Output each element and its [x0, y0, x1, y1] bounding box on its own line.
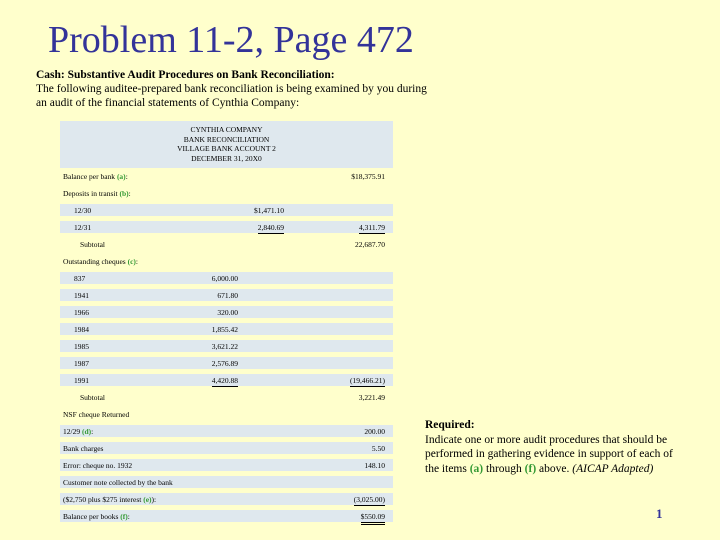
subtotal-label: Subtotal [80, 393, 106, 402]
deposit-date: 12/30 [74, 206, 92, 215]
customer-note-amount: (3,025.00) [353, 495, 385, 504]
cheque-row [60, 357, 393, 369]
deposits-subtotal-row [60, 238, 393, 250]
outstanding-heading-row [60, 255, 393, 267]
bank-charges-label: Bank charges [63, 444, 104, 453]
statement-name: BANK RECONCILIATION [183, 134, 270, 144]
nsf-date: 12/29 [63, 427, 82, 436]
reconciliation-header [60, 121, 393, 168]
balance-per-bank-label: Balance per bank [63, 172, 117, 181]
page-number: 1 [656, 506, 663, 521]
required-text-part: above. [536, 462, 573, 475]
key-f-ref: (f) [524, 462, 537, 475]
problem-subtitle: Cash: Substantive Audit Procedures on Bank Reconciliation: [36, 69, 335, 81]
cheque-amount: 2,576.89 [211, 359, 238, 368]
deposit-amount: 2,840.69 [257, 223, 284, 232]
cheque-number: 1966 [74, 308, 89, 317]
deposit-total: 4,311.79 [359, 223, 385, 232]
deposit-date: 12/31 [74, 223, 92, 232]
outstanding-label: Outstanding cheques [63, 257, 128, 266]
required-heading: Required: [425, 419, 475, 431]
cheque-amount: 6,000.00 [211, 274, 238, 283]
key-a: (a) [116, 172, 126, 181]
cheque-number: 1984 [74, 325, 89, 334]
nsf-row [60, 425, 393, 437]
cheques-subtotal-row [60, 391, 393, 403]
deposit-amount: $1,471.10 [254, 206, 284, 215]
customer-note-heading-row [60, 476, 393, 488]
cheque-row [60, 289, 393, 301]
key-e: (e) [143, 495, 152, 504]
bank-charges-row [60, 442, 393, 454]
nsf-heading-row [60, 408, 393, 420]
label-colon: : [125, 172, 128, 181]
cheques-total: (19,466.21) [350, 376, 385, 385]
nsf-label: NSF cheque Returned [63, 410, 130, 419]
customer-note-row [60, 493, 393, 505]
cheque-row [60, 272, 393, 284]
required-text-part: through [483, 462, 525, 475]
key-a-ref: (a) [469, 462, 484, 475]
label-colon: : [91, 427, 94, 436]
cheque-row [60, 374, 393, 386]
balance-per-books-label: Balance per books [63, 512, 121, 521]
balance-per-books-amount: $550.09 [361, 512, 385, 525]
cheque-number: 1987 [74, 359, 89, 368]
bank-reconciliation-table [60, 121, 393, 524]
required-source: (AICAP Adapted) [572, 462, 654, 475]
cheque-amount: 4,420.88 [211, 376, 238, 385]
required-text-part: Indicate one or more audit procedures that should be performed in gathering evidence in support of each of the items [425, 433, 673, 475]
problem-intro: The following auditee-prepared bank reconciliation is being examined by you during an audit of the financial statements of Cynthia Company: [36, 83, 427, 109]
label-colon: : [127, 512, 130, 521]
key-b: (b) [119, 189, 129, 198]
cheque-number: 1991 [74, 376, 89, 385]
cheque-row [60, 340, 393, 352]
cheque-amount: 320.00 [217, 308, 238, 317]
cheque-number: 837 [74, 274, 86, 283]
nsf-amount: 200.00 [364, 427, 385, 436]
company-name: CYNTHIA COMPANY [190, 125, 263, 134]
key-c: (c) [127, 257, 136, 266]
balance-per-bank-amount: $18,375.91 [351, 172, 385, 181]
cheque-amount: 3,621.22 [211, 342, 238, 351]
cheque-row [60, 323, 393, 335]
cheque-amount: 671.80 [217, 291, 238, 300]
cheques-subtotal: 3,221.49 [358, 393, 385, 402]
deposits-subtotal: 22,687.70 [355, 240, 385, 249]
deposit-row [60, 221, 393, 233]
error-row [60, 459, 393, 471]
deposits-label: Deposits in transit [63, 189, 120, 198]
cheque-number: 1941 [74, 291, 89, 300]
balance-per-bank-row [60, 170, 393, 182]
statement-date: DECEMBER 31, 20X0 [191, 153, 262, 163]
required-section [425, 418, 675, 476]
key-d: (d) [81, 427, 92, 436]
cheque-number: 1985 [74, 342, 89, 351]
label-colon: : [135, 257, 138, 266]
bank-charges-amount: 5.50 [371, 444, 385, 453]
cheque-amount: 1,855.42 [211, 325, 238, 334]
error-label: Error: cheque no. 1932 [63, 461, 133, 470]
subtotal-label: Subtotal [80, 240, 106, 249]
label-colon: : [128, 189, 131, 198]
slide-title: Problem 11-2, Page 472 [48, 19, 414, 61]
error-amount: 148.10 [364, 461, 385, 470]
deposit-row [60, 204, 393, 216]
key-f: (f) [120, 512, 128, 521]
label-colon: ): [151, 495, 157, 504]
account-name: VILLAGE BANK ACCOUNT 2 [177, 144, 276, 153]
balance-per-books-row [60, 510, 393, 522]
customer-note-label: Customer note collected by the bank [63, 478, 173, 487]
customer-note-detail: ($2,750 plus $275 interest [63, 495, 144, 504]
required-text [425, 433, 675, 477]
cheque-row [60, 306, 393, 318]
deposits-heading-row [60, 187, 393, 199]
